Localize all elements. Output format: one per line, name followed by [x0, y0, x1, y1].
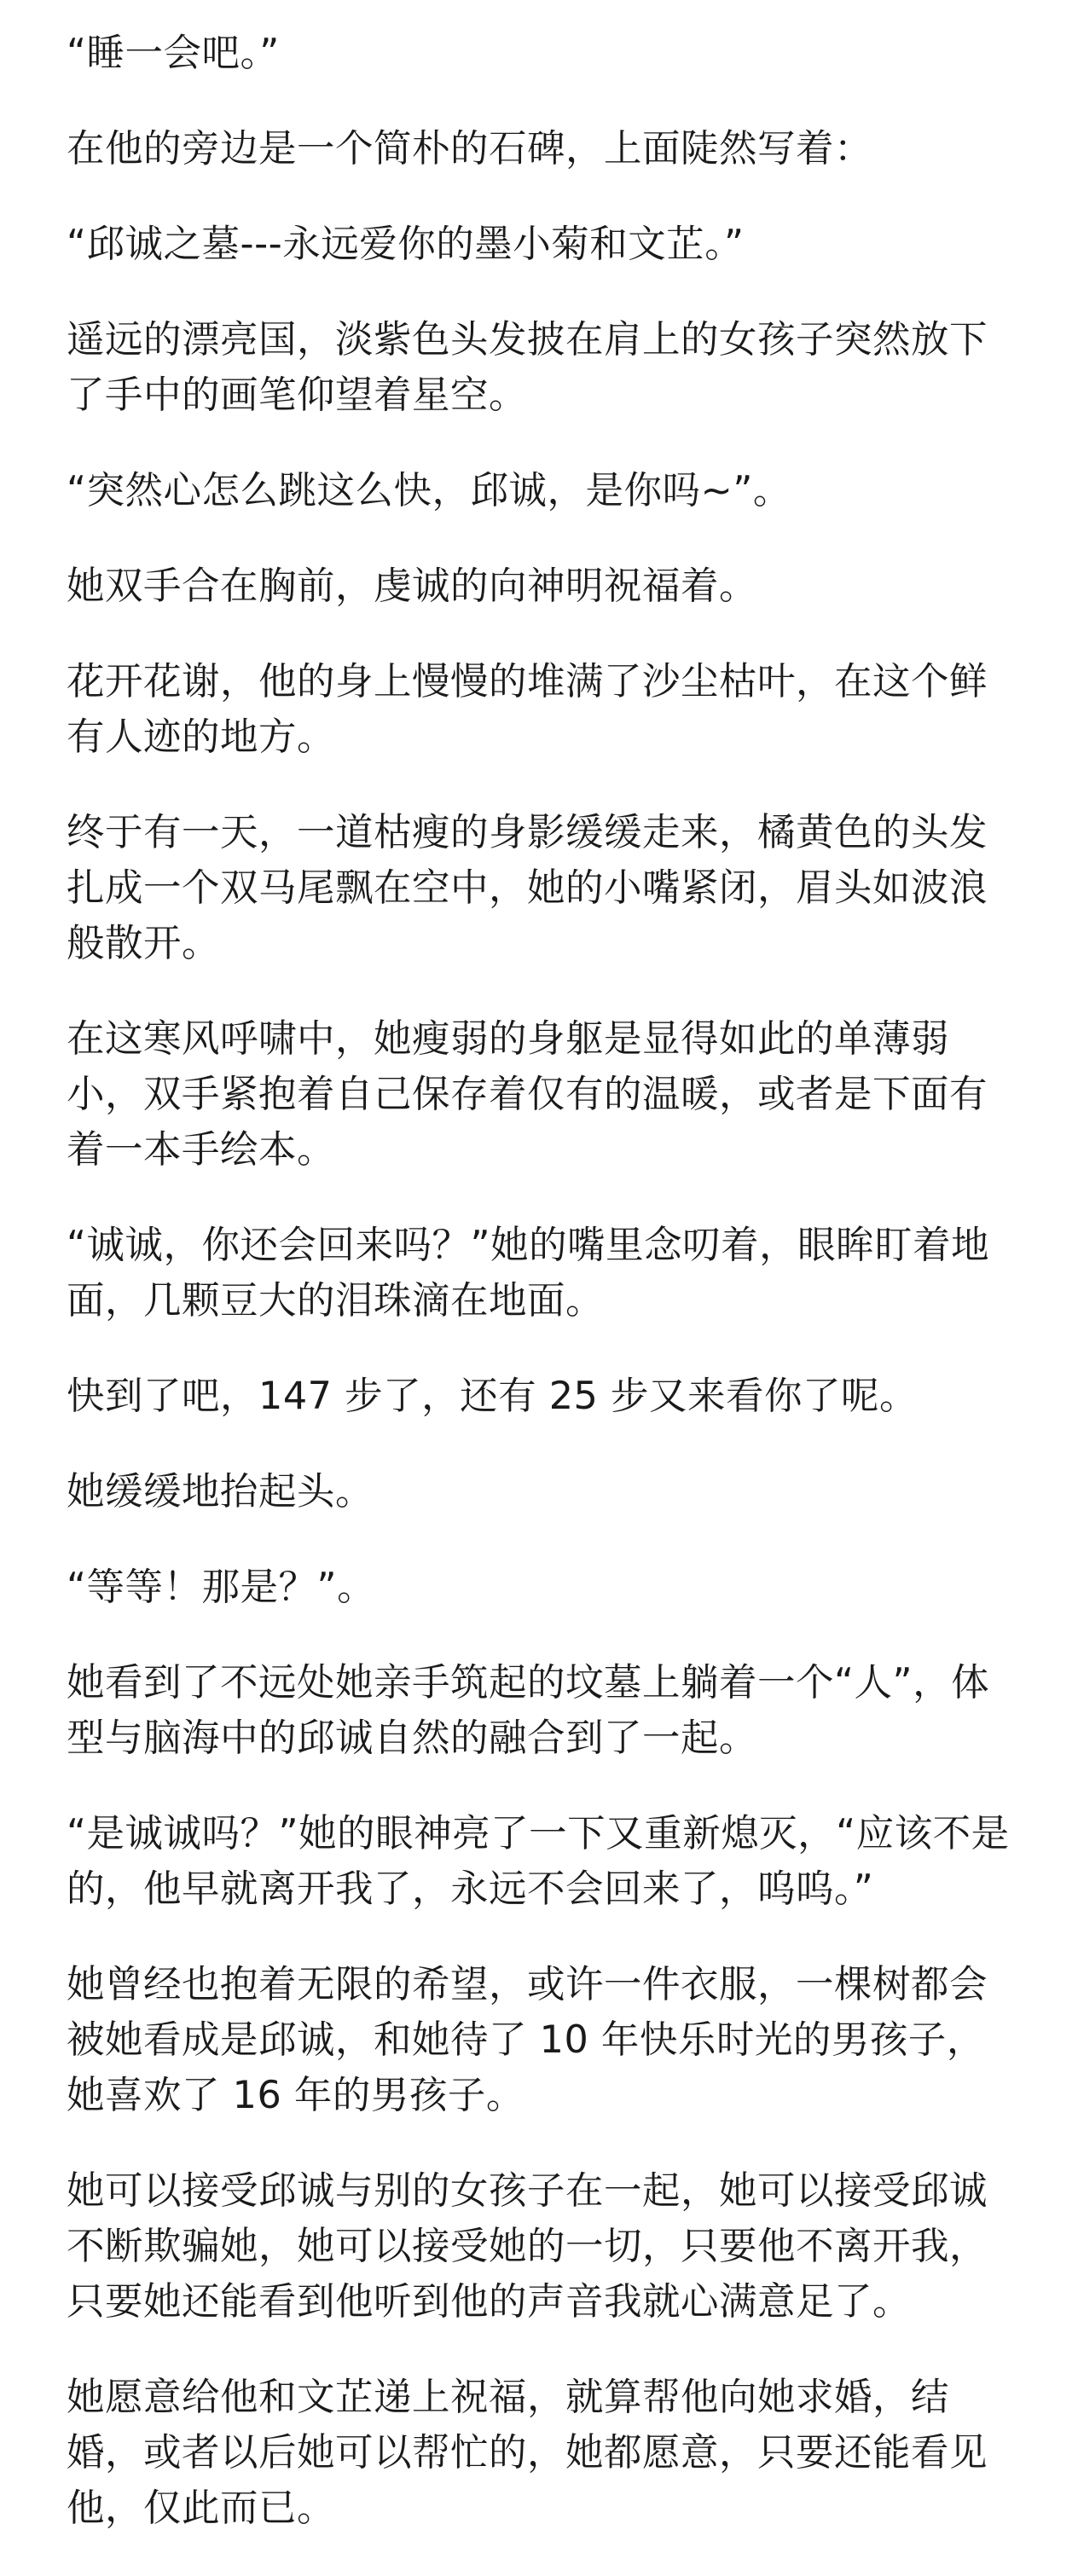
paragraph: 快到了吧，147 步了，还有 25 步又来看你了呢。: [67, 1375, 918, 1418]
paragraph: “突然心怎么跳这么快，邱诚，是你吗~”。: [67, 469, 791, 512]
paragraph: “诚诚，你还会回来吗？”她的嘴里念叨着，眼眸盯着地面，几颗豆大的泪珠滴在地面。: [67, 1224, 990, 1323]
paragraph: 她曾经也抱着无限的希望，或许一件衣服，一棵树都会被她看成是邱诚，和她待了 10 年快乐时光的男孩子，她喜欢了 16 年的男孩子。: [67, 1963, 988, 2117]
paragraph: 她可以接受邱诚与别的女孩子在一起，她可以接受邱诚不断欺骗她，她可以接受她的一切，只要他不离开我，只要她还能看到他听到他的声音我就心满意足了。: [67, 2169, 988, 2324]
paragraph: 花开花谢，他的身上慢慢的堆满了沙尘枯叶，在这个鲜有人迹的地方。: [67, 660, 988, 759]
paragraph: 遥远的漂亮国，淡紫色头发披在肩上的女孩子突然放下了手中的画笔仰望着星空。: [67, 318, 988, 417]
paragraph: 她看到了不远处她亲手筑起的坟墓上躺着一个“人”，体型与脑海中的邱诚自然的融合到了一起。: [67, 1661, 990, 1760]
paragraph: 她愿意给他和文芷递上祝福，就算帮他向她求婚，结婚，或者以后她可以帮忙的，她都愿意，只要还能看见他，仅此而已。: [67, 2376, 988, 2530]
article-body: [67, 26, 1022, 2576]
paragraph: “等等！那是？”。: [67, 1566, 376, 1609]
paragraph: “邱诚之墓---永远爱你的墨小菊和文芷。”: [67, 223, 745, 266]
paragraph: “是诚诚吗？”她的眼神亮了一下又重新熄灭，“应该不是的，他早就离开我了，永远不会回来了，呜呜。”: [67, 1812, 1010, 1911]
paragraph: 她缓缓地抬起头。: [67, 1470, 374, 1514]
paragraph: 在他的旁边是一个简朴的石碑，上面陡然写着：: [67, 127, 873, 171]
paragraph: 她双手合在胸前，虔诚的向神明祝福着。: [67, 564, 758, 608]
paragraph: 在这寒风呼啸中，她瘦弱的身躯是显得如此的单薄弱小，双手紧抱着自己保存着仅有的温暖，或者是下面有着一本手绘本。: [67, 1017, 988, 1172]
paragraph: “睡一会吧。”: [67, 32, 280, 75]
paragraph: 终于有一天，一道枯瘦的身影缓缓走来，橘黄色的头发扎成一个双马尾飘在空中，她的小嘴紧闭，眉头如波浪般散开。: [67, 811, 988, 965]
